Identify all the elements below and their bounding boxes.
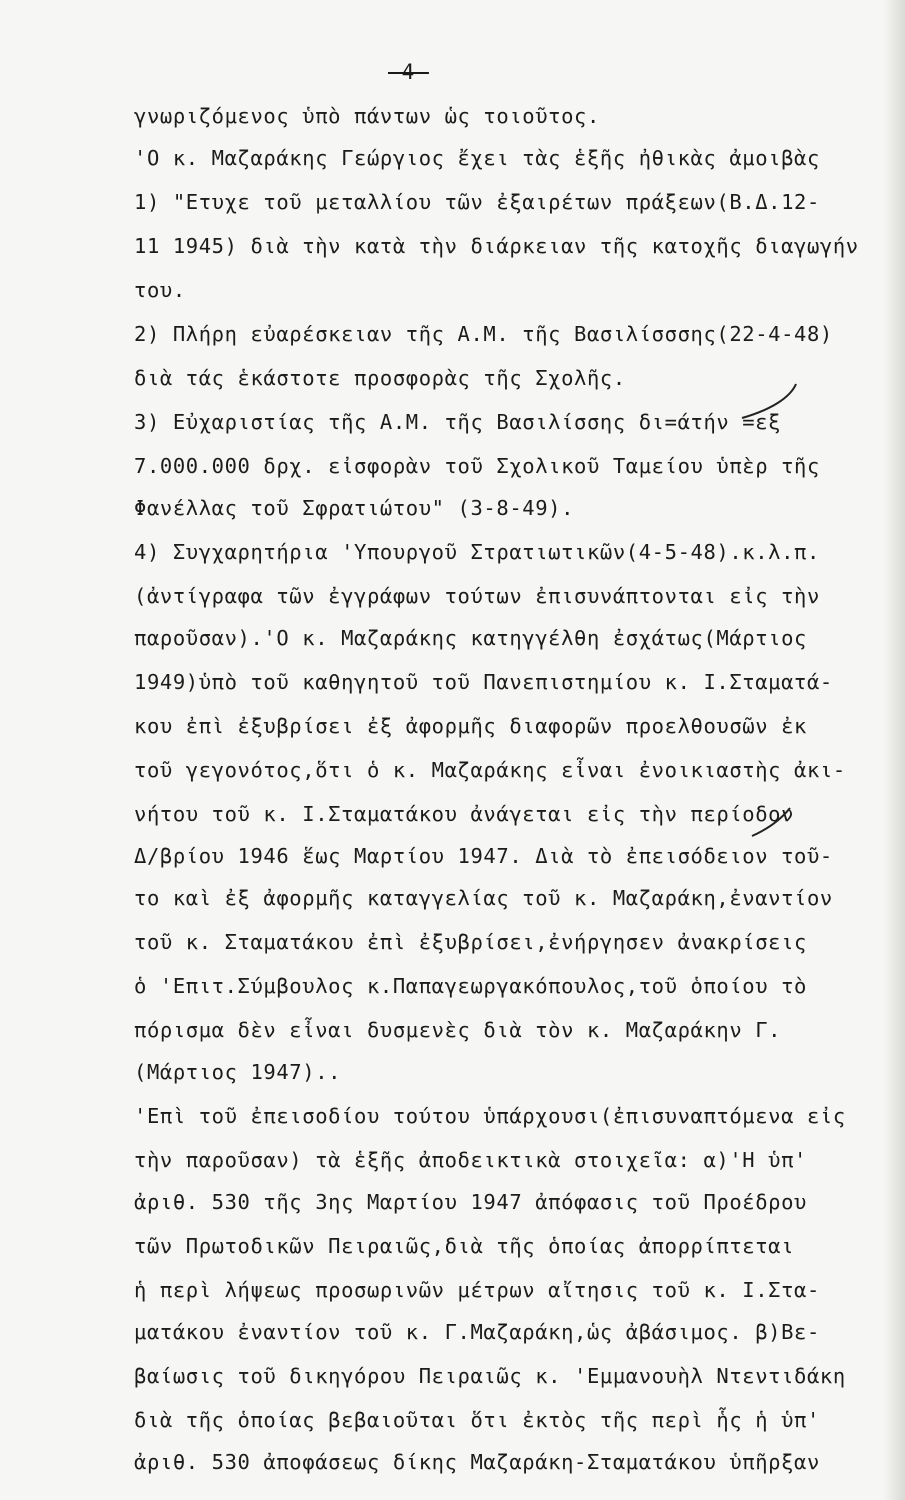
text-line: ἡ περὶ λήψεως προσωρινῶν μέτρων αἴτησις τοῦ κ. Ι.Στα- (134, 1278, 820, 1302)
text-line: γνωριζόμενος ὑπὸ πάντων ὡς τοιοῦτος. (134, 104, 600, 128)
text-line: (Μάρτιος 1947).. (134, 1060, 342, 1084)
text-line: 1) "Ετυχε τοῦ μεταλλίου τῶν ἐξαιρέτων πράξεων(Β.Δ.12- (134, 190, 820, 214)
text-line: 'Επὶ τοῦ ἐπεισοδίου τούτου ὑπάρχουσι(ἐπισυναπτόμενα εἰς (134, 1104, 846, 1128)
text-line: κου ἐπὶ ἐξυβρίσει ἐξ ἀφορμῆς διαφορῶν προελθουσῶν ἐκ (134, 714, 807, 738)
text-line: βαίωσις τοῦ δικηγόρου Πειραιῶς κ. 'Εμμανουὴλ Ντεντιδάκη (134, 1364, 846, 1388)
text-line: του. (134, 278, 186, 302)
text-line: διὰ τῆς ὁποίας βεβαιοῦται ὅτι ἐκτὸς τῆς περὶ ἧς ἡ ὑπ' (134, 1408, 820, 1432)
text-line: τοῦ γεγονότος,ὅτι ὁ κ. Μαζαράκης εἶναι ἐνοικιαστὴς ἀκι- (134, 758, 846, 782)
text-line: 2) Πλήρη εὐαρέσκειαν τῆς Α.Μ. τῆς Βασιλίσσσης(22-4-48) (134, 322, 833, 346)
text-line: το καὶ ἐξ ἀφορμῆς καταγγελίας τοῦ κ. Μαζαράκη,ἐναντίον (134, 886, 833, 910)
text-line: 'Ο κ. Μαζαράκης Γεώργιος ἔχει τὰς ἑξῆς ἠθικὰς ἀμοιβὰς (134, 146, 820, 170)
text-line: τῶν Πρωτοδικῶν Πειραιῶς,διὰ τῆς ὁποίας ἀπορρίπτεται (134, 1234, 795, 1258)
text-line: ἀριθ. 530 τῆς 3ης Μαρτίου 1947 ἀπόφασις τοῦ Προέδρου (134, 1190, 807, 1214)
text-line: (ἀντίγραφα τῶν ἐγγράφων τούτων ἐπισυνάπτονται εἰς τὴν (134, 584, 820, 608)
page-edge-shadow (883, 0, 905, 1500)
text-line: 7.000.000 δρχ. εἰσφορὰν τοῦ Σχολικοῦ Ταμείου ὑπὲρ τῆς (134, 454, 820, 478)
page-number: -4- (388, 60, 429, 84)
text-line: 11 1945) διὰ τὴν κατὰ τὴν διάρκειαν τῆς κατοχῆς διαγωγήν (134, 234, 859, 258)
text-line: τὴν παροῦσαν) τὰ ἑξῆς ἀποδεικτικὰ στοιχεῖα: α)'Η ὑπ' (134, 1148, 807, 1172)
text-line: Φανέλλας τοῦ Σφρατιώτου" (3-8-49). (134, 496, 575, 520)
text-line: 4) Συγχαρητήρια 'Υπουργοῦ Στρατιωτικῶν(4-5-48).κ.λ.π. (134, 540, 820, 564)
text-line: παροῦσαν).'Ο κ. Μαζαράκης κατηγγέλθη ἐσχάτως(Μάρτιος (134, 626, 807, 650)
text-line: 3) Εὐχαριστίας τῆς Α.Μ. τῆς Βασιλίσσης δι=άτήν =εξ (134, 410, 782, 434)
text-line: 1949)ὑπὸ τοῦ καθηγητοῦ τοῦ Πανεπιστημίου κ. Ι.Σταματά- (134, 670, 833, 694)
text-line: ὁ 'Επιτ.Σύμβουλος κ.Παπαγεωργακόπουλος,τοῦ ὁποίου τὸ (134, 974, 807, 998)
text-line: νήτου τοῦ κ. Ι.Σταματάκου ἀνάγεται εἰς τὴν περίοδον (134, 802, 795, 826)
text-line: ματάκου ἐναντίον τοῦ κ. Γ.Μαζαράκη,ὡς ἀβάσιμος. β)Βε- (134, 1320, 820, 1344)
text-line: ἀριθ. 530 ἀποφάσεως δίκης Μαζαράκη-Σταματάκου ὑπῆρξαν (134, 1450, 820, 1474)
text-line: διὰ τάς ἑκάστοτε προσφορὰς τῆς Σχολῆς. (134, 366, 626, 390)
text-line: Δ/βρίου 1946 ἕως Μαρτίου 1947. Διὰ τὸ ἐπεισόδειον τοῦ- (134, 844, 833, 868)
text-line: τοῦ κ. Σταματάκου ἐπὶ ἐξυβρίσει,ἐνήργησεν ἀνακρίσεις (134, 930, 807, 954)
text-line: πόρισμα δὲν εἶναι δυσμενὲς διὰ τὸν κ. Μαζαράκην Γ. (134, 1018, 782, 1042)
